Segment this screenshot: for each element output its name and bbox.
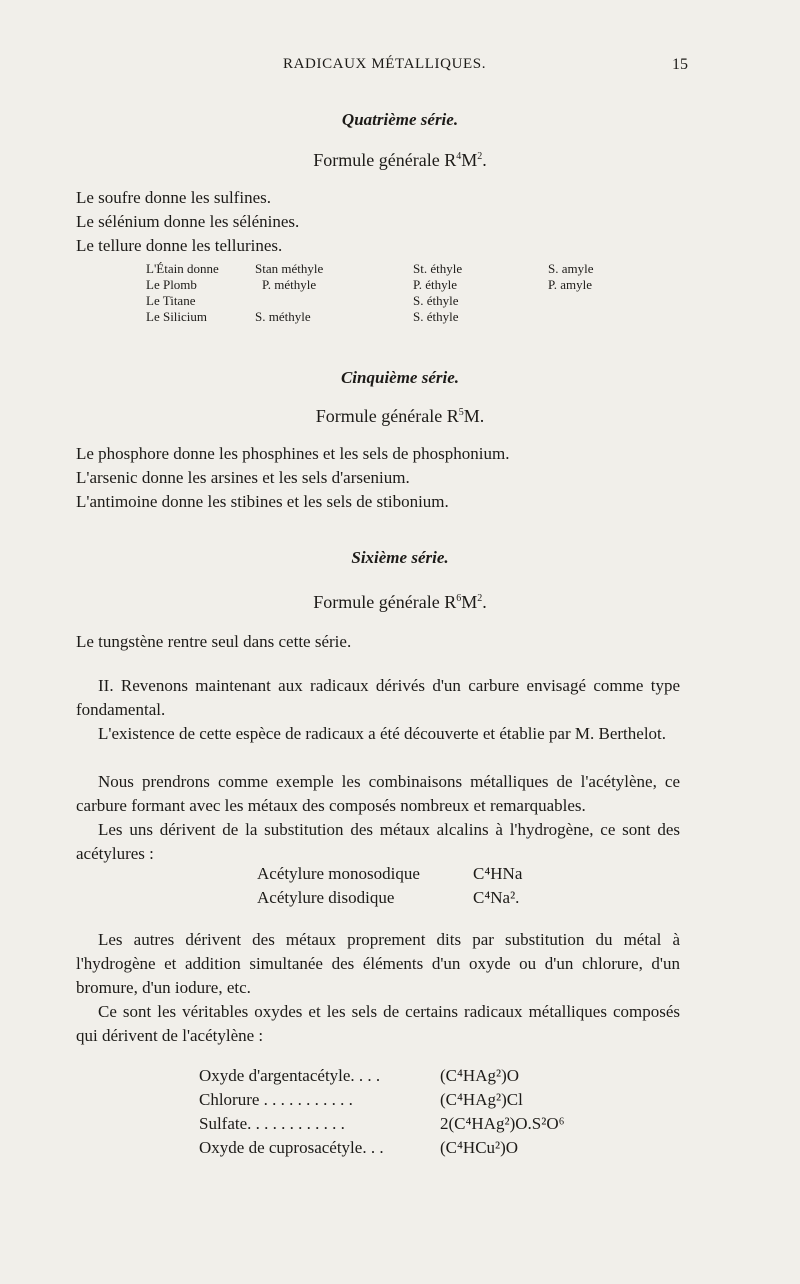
compound-name: Chlorure . . . . . . . . . . . <box>199 1090 353 1109</box>
table-cell: P. amyle <box>548 277 593 292</box>
table-cell: P. méthyle <box>262 277 317 292</box>
table-cell: Stan méthyle <box>255 261 324 276</box>
paragraph-1: II. Revenons maintenant aux radicaux dérivés d'un carbure envisagé comme type fondamental. <box>76 676 680 719</box>
table-cell: S. méthyle <box>255 309 311 324</box>
serie5-line-1: Le phosphore donne les phosphines et les sels de phosphonium. <box>76 444 510 463</box>
table-cell: Le Plomb <box>146 277 197 292</box>
page-number: 15 <box>672 56 688 73</box>
running-title: RADICAUX MÉTALLIQUES. <box>283 56 487 72</box>
serie5-formula: Formule générale $R^5M$. <box>315 406 485 426</box>
serie4-line-2: Le sélénium donne les sélénines. <box>76 212 300 231</box>
serie4-line-3: Le tellure donne les tellurines. <box>76 236 283 255</box>
serie6-title: Sixième série. <box>351 548 449 567</box>
table-cell: St. éthyle <box>413 261 463 276</box>
compound-name: Sulfate. . . . . . . . . . . . <box>199 1114 345 1133</box>
acetylure-formula: C⁴Na². <box>473 888 520 907</box>
acetylure-name: Acétylure disodique <box>257 888 395 907</box>
table-cell: Le Titane <box>146 293 196 308</box>
paragraph-2: L'existence de cette espèce de radicaux a été découverte et établie par M. Berthelot. <box>98 724 667 743</box>
table-cell: Le Silicium <box>146 309 208 324</box>
compound-name: Oxyde de cuprosacétyle. . . <box>199 1138 384 1157</box>
paragraph-6: Ce sont les véritables oxydes et les sels de certains radicaux métalliques composés qui dérivent de l'acétylène : <box>76 1002 680 1045</box>
compound-formula: (C⁴HAg²)O <box>440 1066 520 1085</box>
compound-formula: (C⁴HAg²)Cl <box>440 1090 523 1109</box>
serie5-title: Cinquième série. <box>340 368 460 387</box>
serie6-line: Le tungstène rentre seul dans cette série. <box>76 632 352 651</box>
table-cell: S. éthyle <box>413 309 459 324</box>
compound-formula: 2(C⁴HAg²)O.S²O⁶ <box>440 1114 565 1133</box>
table-cell: P. éthyle <box>413 277 458 292</box>
compound-name: Oxyde d'argentacétyle. . . . <box>199 1066 381 1085</box>
acetylure-formula: C⁴HNa <box>473 864 523 883</box>
table-cell: S. amyle <box>548 261 594 276</box>
serie4-formula: Formule générale $R^4M^2$. <box>313 150 487 170</box>
serie6-formula: Formule générale $R^6M^2$. <box>313 592 487 612</box>
serie4-title: Quatrième série. <box>341 110 459 129</box>
paragraph-3: Nous prendrons comme exemple les combinaisons métalliques de l'acétylène, ce carbure formant avec les métaux des composés nombreux et remarquables. <box>76 772 680 815</box>
table-cell: S. éthyle <box>413 293 459 308</box>
serie5-line-2: L'arsenic donne les arsines et les sels d'arsenium. <box>76 468 410 487</box>
paragraph-5: Les autres dérivent des métaux proprement dits par substitution du métal à l'hydrogène et addition simultanée des éléments d'un oxyde ou d'un chlorure, d'un bromure, d'un iodure, etc. <box>76 930 680 997</box>
compound-formula: (C⁴HCu²)O <box>440 1138 519 1157</box>
paragraph-4: Les uns dérivent de la substitution des métaux alcalins à l'hydrogène, ce sont des acétylures : <box>76 820 680 863</box>
acetylure-name: Acétylure monosodique <box>257 864 420 883</box>
serie5-line-3: L'antimoine donne les stibines et les sels de stibonium. <box>76 492 449 511</box>
table-cell: L'Étain donne <box>146 261 219 276</box>
serie4-line-1: Le soufre donne les sulfines. <box>76 188 271 207</box>
